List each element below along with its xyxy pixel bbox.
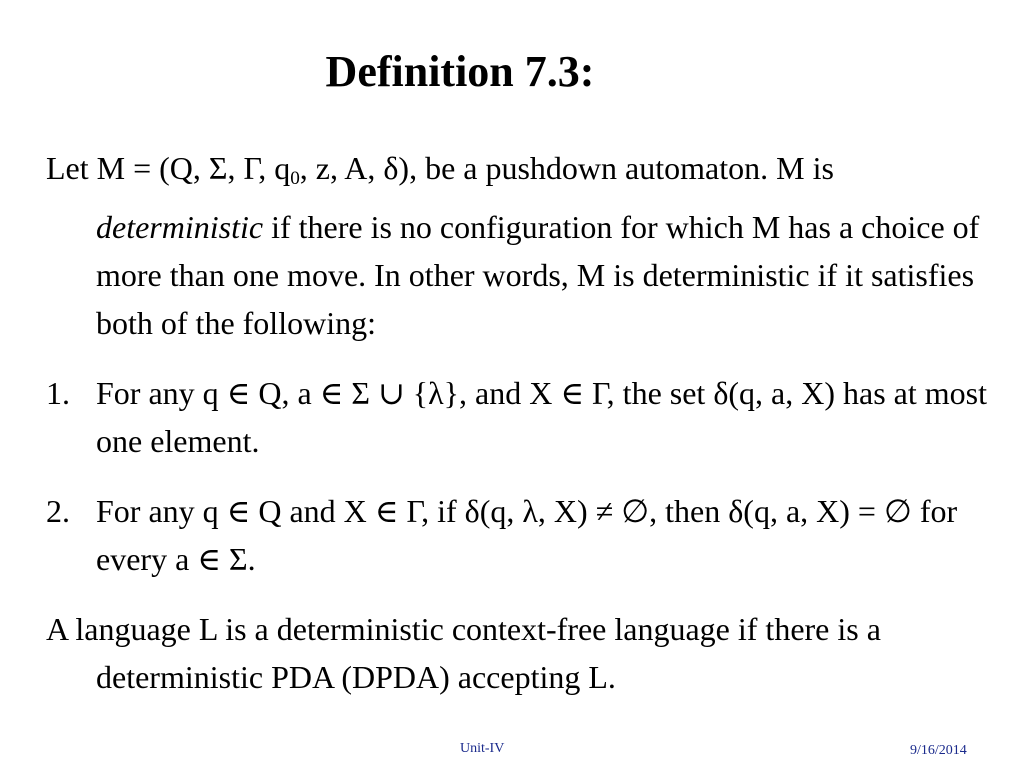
list-item-text: For any q ∈ Q, a ∈ Σ ∪ {λ}, and X ∈ Γ, the set δ(q, a, X) has at most one element. bbox=[96, 374, 987, 459]
slide-title: Definition 7.3: bbox=[325, 47, 595, 96]
footer-unit-label: Unit-IV bbox=[460, 741, 505, 756]
list-item-text: For any q ∈ Q and X ∈ Γ, if δ(q, λ, X) ≠ ∅, then δ(q, a, X) = ∅ for every a ∈ Σ. bbox=[96, 492, 958, 577]
slide-body bbox=[46, 144, 996, 723]
list-item-2 bbox=[46, 487, 996, 583]
footer-date: 9/16/2014 bbox=[910, 743, 967, 758]
definition-conclusion: A language L is a deterministic context-free language if there is a deterministic PDA (DPDA) accepting L. bbox=[46, 610, 881, 695]
intro-text-pre: Let M = (Q, Σ, Γ, q bbox=[46, 150, 291, 186]
intro-subscript: 0 bbox=[290, 167, 300, 189]
list-item-number: 2. bbox=[46, 492, 70, 529]
intro-text-post: , z, A, δ), be a pushdown automaton. M is bbox=[299, 150, 834, 186]
list-item-1 bbox=[46, 369, 996, 465]
intro-text-rest: if there is no configuration for which M has a choice of more than one move. In other words, M is deterministic if it satisfies both of the following: bbox=[96, 208, 980, 341]
intro-emphasis: deterministic bbox=[96, 208, 264, 245]
list-item-number: 1. bbox=[46, 374, 70, 411]
definition-intro bbox=[46, 144, 996, 347]
